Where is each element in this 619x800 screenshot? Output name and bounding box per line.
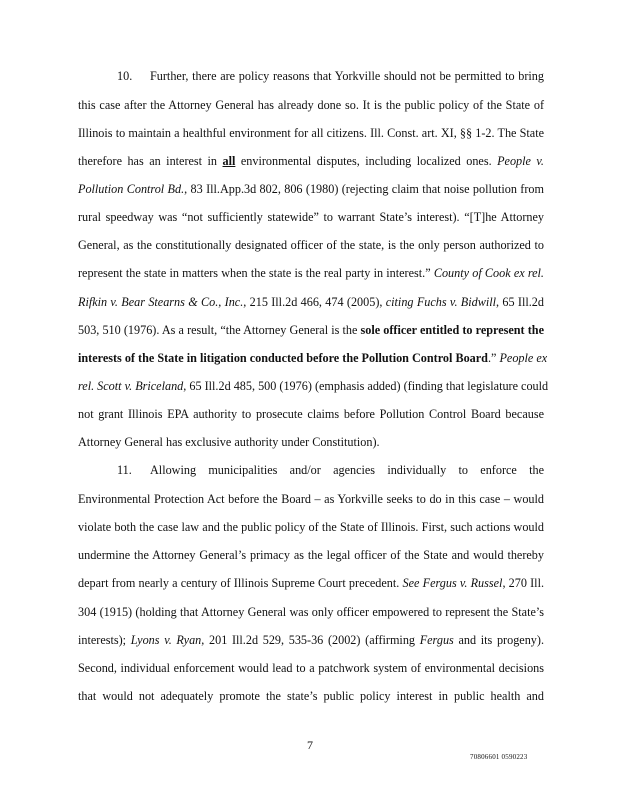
text-line: Rifkin v. Bear Stearns & Co., Inc., 215 Ill.2d 466, 474 (2005), citing Fuchs v. Bidwill, 65 Ill.2d bbox=[78, 295, 544, 309]
text-line: General, as the constitutionally designated officer of the state, is the only person authorized to bbox=[78, 238, 544, 252]
text-line: depart from nearly a century of Illinois Supreme Court precedent. See Fergus v. Russel, 270 Ill. bbox=[78, 576, 545, 590]
text-line: therefore has an interest in all environmental disputes, including localized ones. People v. bbox=[78, 154, 544, 168]
text-line: Further, there are policy reasons that Yorkville should not be permitted to bring bbox=[150, 69, 544, 83]
text-line: this case after the Attorney General has already done so. It is the public policy of the State of bbox=[78, 98, 544, 112]
text-line: Allowing municipalities and/or agencies individually to enforce the bbox=[150, 463, 544, 477]
text-line: that would not adequately promote the state’s public policy interest in public health and bbox=[78, 689, 544, 703]
text-line: rel. Scott v. Briceland, 65 Ill.2d 485, 500 (1976) (emphasis added) (finding that legislature could bbox=[78, 379, 549, 393]
paragraph-number: 11. bbox=[117, 463, 132, 477]
text-line: violate both the case law and the public policy of the State of Illinois. First, such actions would bbox=[78, 520, 544, 534]
text-line: Second, individual enforcement would lead to a patchwork system of environmental decisions bbox=[78, 661, 544, 675]
page-number: 7 bbox=[307, 738, 313, 752]
document-code: 70806601 0590223 bbox=[470, 753, 528, 761]
text-line: not grant Illinois EPA authority to prosecute claims before Pollution Control Board because bbox=[78, 407, 544, 421]
text-line: interests of the State in litigation conducted before the Pollution Control Board.” People ex bbox=[78, 351, 548, 365]
text-line: rural speedway was “not sufficiently statewide” to warrant State’s interest). “[T]he Attorney bbox=[78, 210, 544, 224]
paragraph-number: 10. bbox=[117, 69, 133, 83]
text-line: Environmental Protection Act before the Board – as Yorkville seeks to do in this case – would bbox=[78, 492, 544, 506]
text-line: Illinois to maintain a healthful environment for all citizens. Ill. Const. art. XI, §§ 1-2. The State bbox=[78, 126, 544, 140]
text-line: interests); Lyons v. Ryan, 201 Ill.2d 529, 535-36 (2002) (affirming Fergus and its progeny). bbox=[78, 633, 545, 647]
text-line: Attorney General has exclusive authority under Constitution). bbox=[78, 435, 380, 449]
text-line: represent the state in matters when the state is the real party in interest.” County of Cook ex rel. bbox=[78, 266, 544, 280]
text-line: undermine the Attorney General’s primacy as the legal officer of the State and would thereby bbox=[78, 548, 544, 562]
text-line: 304 (1915) (holding that Attorney General was only officer empowered to represent the State’s bbox=[78, 605, 544, 619]
text-line: Pollution Control Bd., 83 Ill.App.3d 802, 806 (1980) (rejecting claim that noise pollution from bbox=[78, 182, 544, 196]
text-line: 503, 510 (1976). As a result, “the Attorney General is the sole officer entitled to represent the bbox=[78, 323, 544, 337]
